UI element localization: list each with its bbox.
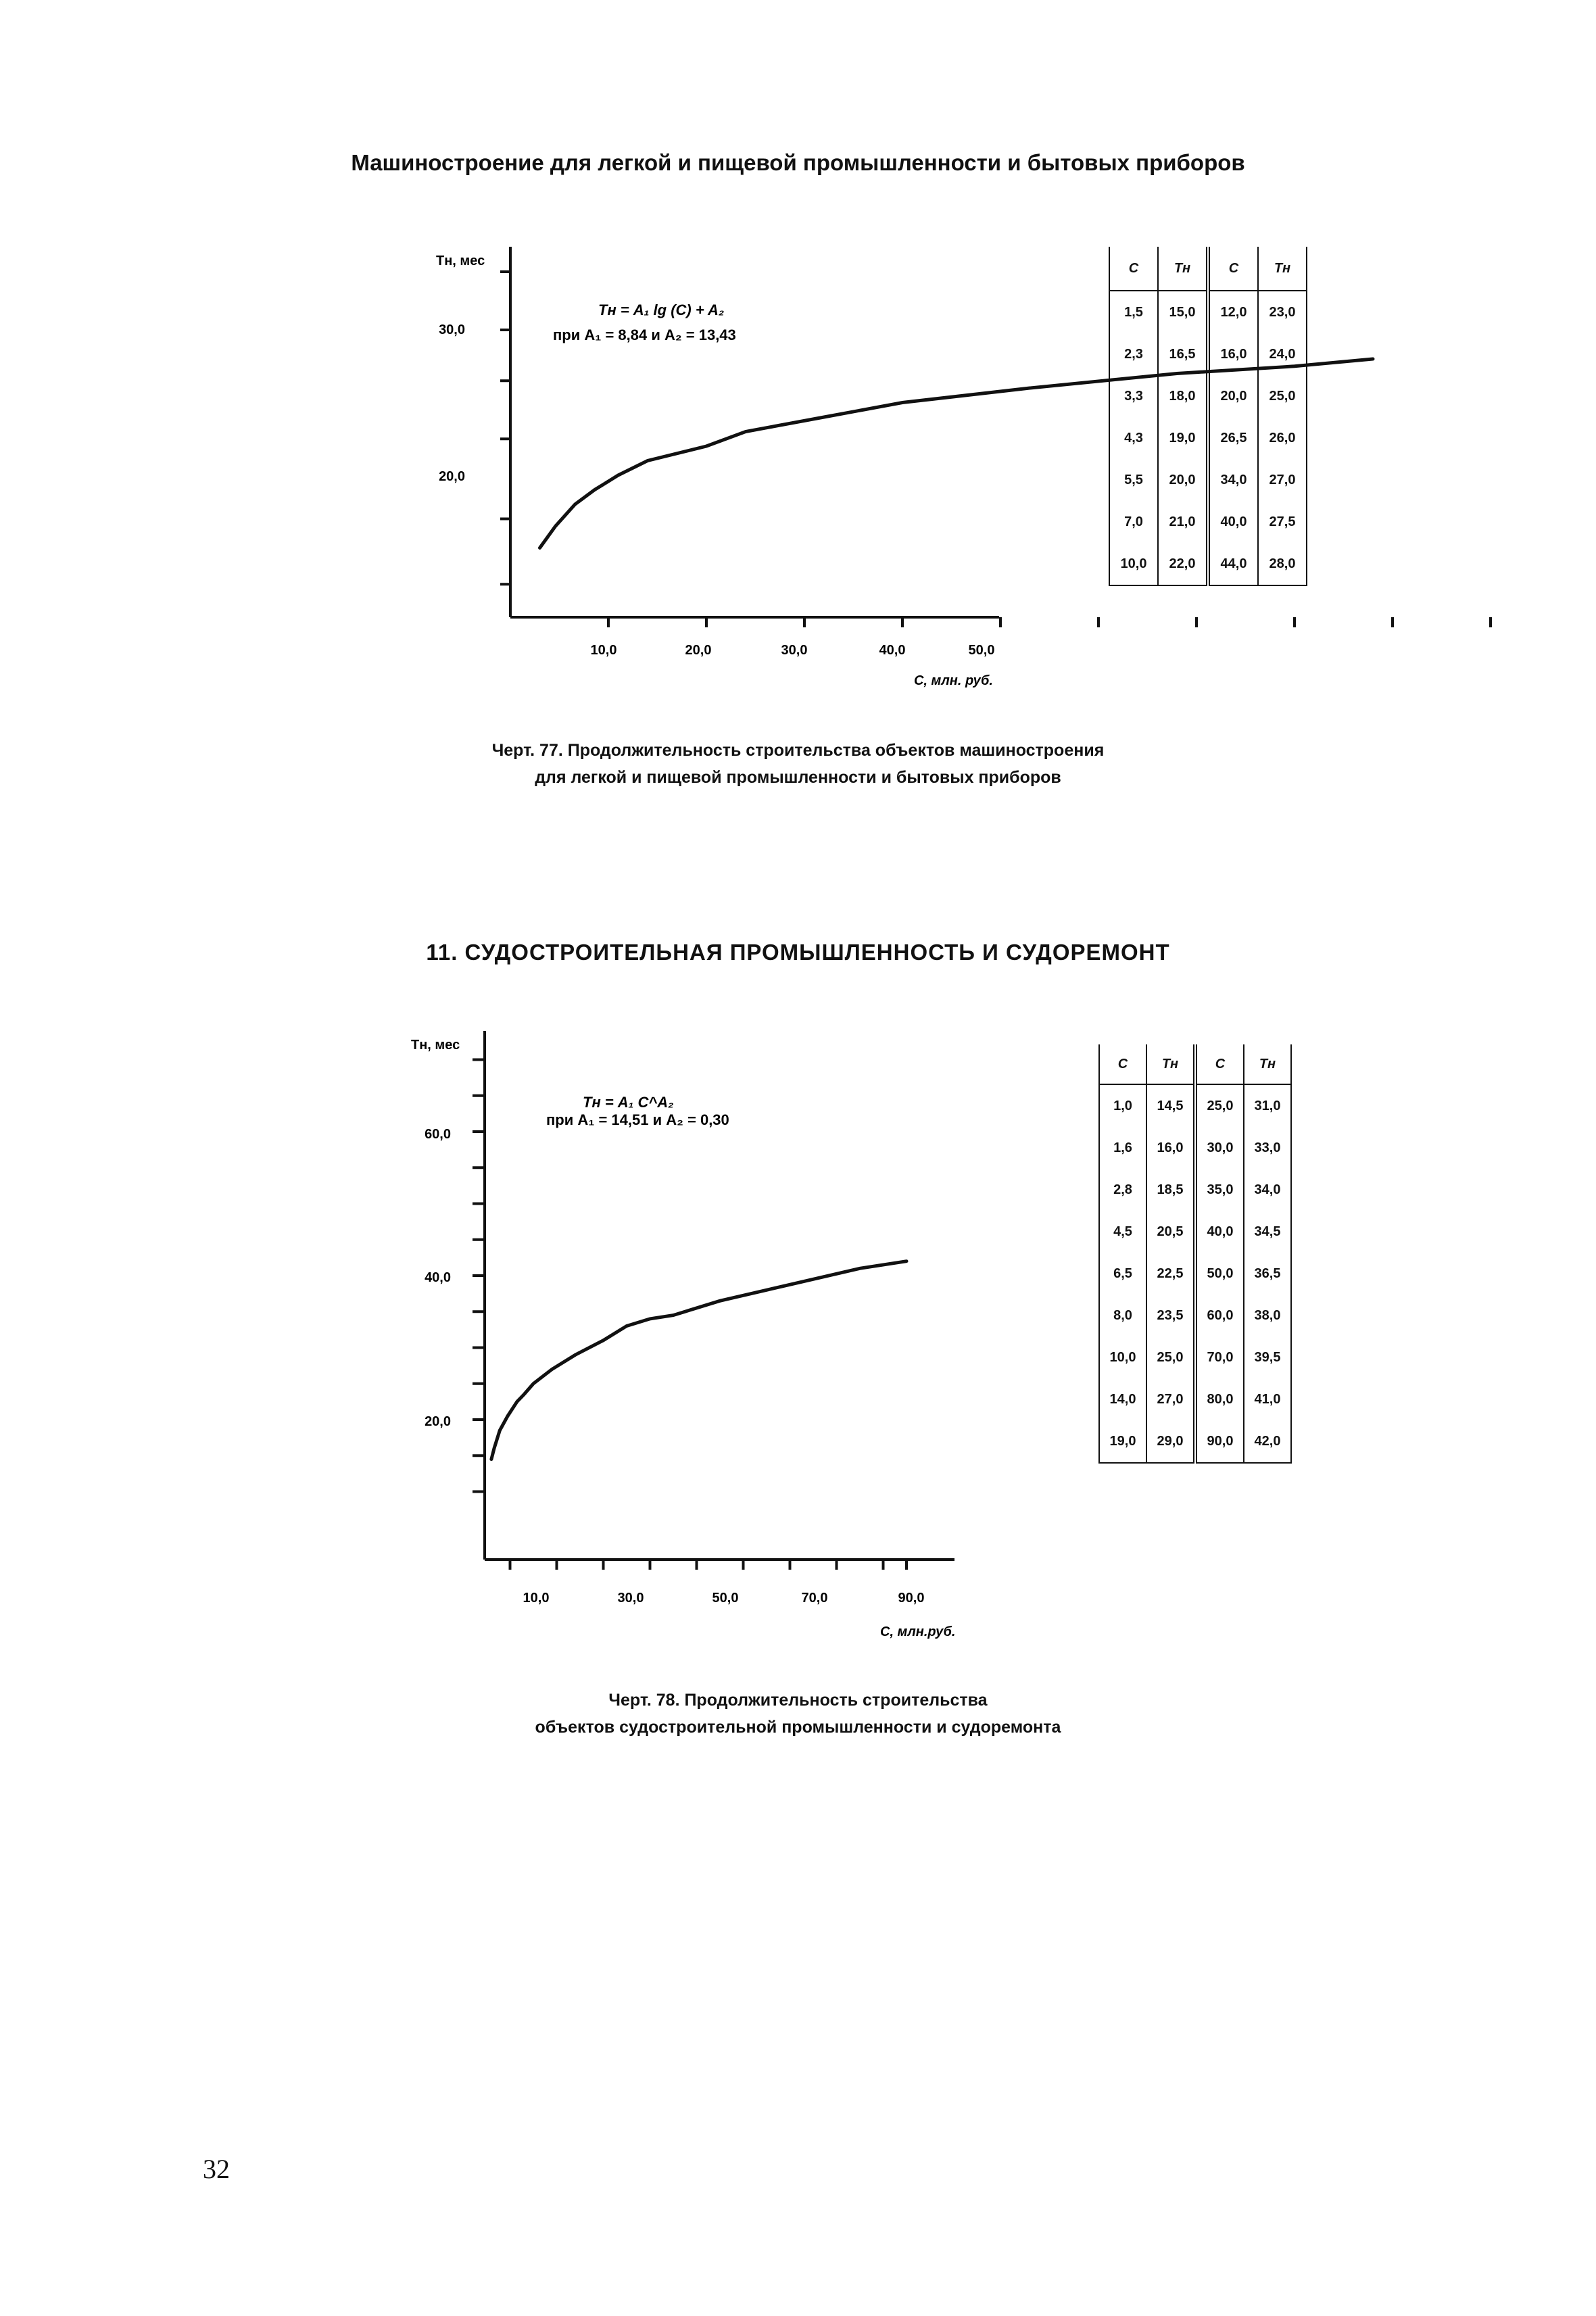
chart-78-cell-c: 90,0 [1195,1420,1244,1463]
chart-78-cell-tn: 29,0 [1146,1420,1195,1463]
chart-77-cell-tn: 28,0 [1258,543,1307,585]
chart-77-cell-tn: 16,5 [1158,333,1208,375]
chart-78-cell-tn: 39,5 [1244,1336,1291,1378]
chart-78-ytick-20: 20,0 [425,1414,451,1429]
chart-78-cell-tn: 42,0 [1244,1420,1291,1463]
table-header-row [1099,1044,1291,1084]
chart-77-cell-tn: 27,0 [1258,459,1307,501]
chart-78-cell-c: 60,0 [1195,1295,1244,1336]
chart-78-cell-c: 40,0 [1195,1211,1244,1253]
table-header-tn: Тн [1244,1044,1291,1084]
chart-78-table-row [1099,1253,1291,1295]
chart-78-ylabel: Тн, мес [411,1038,460,1053]
chart-78-cell-tn: 41,0 [1244,1378,1291,1420]
section-title: 11. СУДОСТРОИТЕЛЬНАЯ ПРОМЫШЛЕННОСТЬ И СУДОРЕМОНТ [426,940,1170,965]
chart-78-cell-c: 2,8 [1099,1169,1146,1211]
chart-77-xtick-10: 10,0 [590,643,617,658]
chart-78-cell-c: 19,0 [1099,1420,1146,1463]
chart-77-cell-tn: 18,0 [1158,375,1208,417]
chart-78-cell-tn: 16,0 [1146,1127,1195,1169]
chart-78-cell-c: 8,0 [1099,1295,1146,1336]
chart-77-cell-tn: 23,0 [1258,291,1307,333]
chart-78-cell-c: 25,0 [1195,1084,1244,1127]
chart-78-caption-line2: объектов судостроительной промышленности и судоремонта [535,1718,1061,1737]
chart-77-cell-tn: 22,0 [1158,543,1208,585]
chart-77-xtick-20: 20,0 [685,643,712,658]
chart-78-table [1098,1044,1292,1464]
chart-77-cell-c: 12,0 [1208,291,1258,333]
chart-78-xtick-30: 30,0 [617,1591,644,1606]
chart-77-xlabel: С, млн. руб. [914,673,993,688]
table-header-tn: Тн [1158,247,1208,291]
chart-77-ylabel: Тн, мес [436,254,485,268]
chart-77-cell-tn: 26,0 [1258,417,1307,459]
table-header-tn: Тн [1146,1044,1195,1084]
chart-78-cell-tn: 22,5 [1146,1253,1195,1295]
chart-78-cell-c: 6,5 [1099,1253,1146,1295]
table-header-c: С [1099,1044,1146,1084]
chart-78-xlabel: С, млн.руб. [880,1624,956,1639]
chart-78-cell-c: 35,0 [1195,1169,1244,1211]
chart-78-cell-tn: 27,0 [1146,1378,1195,1420]
chart-78-cell-tn: 31,0 [1244,1084,1291,1127]
chart-78-table-row [1099,1211,1291,1253]
chart-78-caption-line1: Черт. 78. Продолжительность строительства [608,1691,988,1710]
chart-77-xtick-50: 50,0 [968,643,995,658]
chart-78-xtick-70: 70,0 [801,1591,828,1606]
chart-78-cell-tn: 38,0 [1244,1295,1291,1336]
table-header-c: С [1195,1044,1244,1084]
chart-77-formula-line2: при A₁ = 8,84 и A₂ = 13,43 [553,327,736,343]
chart-78-formula-line1: Тн = A₁ C^A₂ [583,1094,674,1111]
table-header-tn: Тн [1258,247,1307,291]
chart-78-cell-c: 30,0 [1195,1127,1244,1169]
chart-77-caption-line1: Черт. 77. Продолжительность строительства объектов машиностроения [491,741,1105,760]
chart-78-cell-c: 4,5 [1099,1211,1146,1253]
chart-77-cell-c: 40,0 [1208,501,1258,543]
chart-78-curve [491,1261,906,1459]
chart-78-cell-c: 50,0 [1195,1253,1244,1295]
chart-77-caption-line2: для легкой и пищевой промышленности и бытовых приборов [535,768,1061,787]
chart-78-cell-c: 1,0 [1099,1084,1146,1127]
chart-78-table-row [1099,1295,1291,1336]
chart-78-table-row [1099,1169,1291,1211]
chart-77-ytick-30: 30,0 [439,322,465,337]
chart-77-cell-tn: 19,0 [1158,417,1208,459]
chart-78-cell-tn: 25,0 [1146,1336,1195,1378]
chart-78-table-row [1099,1378,1291,1420]
table-header-c: С [1109,247,1158,291]
chart-78-formula-line2: при A₁ = 14,51 и A₂ = 0,30 [546,1111,729,1128]
chart-77-cell-c: 4,3 [1109,417,1158,459]
chart-77-xtick-30: 30,0 [781,643,808,658]
chart-78-xtick-10: 10,0 [523,1591,550,1606]
chart-78-cell-tn: 33,0 [1244,1127,1291,1169]
chart-78-table-row [1099,1127,1291,1169]
chart-78-cell-c: 1,6 [1099,1127,1146,1169]
chart-78-ytick-40: 40,0 [425,1270,451,1285]
chart-77-cell-c: 7,0 [1109,501,1158,543]
chart-77-cell-c: 16,0 [1208,333,1258,375]
page-number: 32 [203,2154,230,2184]
chart-78-cell-tn: 20,5 [1146,1211,1195,1253]
chart-78-cell-c: 80,0 [1195,1378,1244,1420]
chart-77-cell-tn: 24,0 [1258,333,1307,375]
chart-78-cell-c: 70,0 [1195,1336,1244,1378]
page-header: Машиностроение для легкой и пищевой промышленности и бытовых приборов [351,150,1245,175]
chart-78-xtick-50: 50,0 [712,1591,739,1606]
chart-78-cell-c: 14,0 [1099,1378,1146,1420]
chart-77-cell-tn: 27,5 [1258,501,1307,543]
chart-77-cell-tn: 21,0 [1158,501,1208,543]
chart-77-cell-tn: 25,0 [1258,375,1307,417]
chart-78-cell-tn: 34,5 [1244,1211,1291,1253]
chart-78-cell-tn: 23,5 [1146,1295,1195,1336]
chart-78-cell-tn: 14,5 [1146,1084,1195,1127]
chart-77-cell-c: 44,0 [1208,543,1258,585]
chart-77-ytick-20: 20,0 [439,469,465,484]
chart-78-cell-tn: 18,5 [1146,1169,1195,1211]
chart-77-cell-c: 5,5 [1109,459,1158,501]
chart-77-cell-c: 20,0 [1208,375,1258,417]
chart-78-cell-c: 10,0 [1099,1336,1146,1378]
chart-78-cell-tn: 36,5 [1244,1253,1291,1295]
chart-77-xtick-40: 40,0 [879,643,906,658]
chart-77-cell-c: 34,0 [1208,459,1258,501]
chart-77-cell-c: 2,3 [1109,333,1158,375]
chart-78-cell-tn: 34,0 [1244,1169,1291,1211]
chart-77-cell-tn: 20,0 [1158,459,1208,501]
chart-78-table-row [1099,1084,1291,1127]
table-header-c: С [1208,247,1258,291]
chart-77-cell-c: 10,0 [1109,543,1158,585]
chart-77-cell-c: 1,5 [1109,291,1158,333]
chart-78-ytick-60: 60,0 [425,1127,451,1142]
chart-77-cell-c: 3,3 [1109,375,1158,417]
chart-78-caption [0,1687,1596,1741]
chart-78-xtick-90: 90,0 [898,1591,925,1606]
chart-77-cell-c: 26,5 [1208,417,1258,459]
chart-78-table-row [1099,1420,1291,1463]
chart-77-formula-line1: Тн = A₁ lg (C) + A₂ [598,301,725,318]
chart-77-cell-tn: 15,0 [1158,291,1208,333]
chart-78-table-row [1099,1336,1291,1378]
